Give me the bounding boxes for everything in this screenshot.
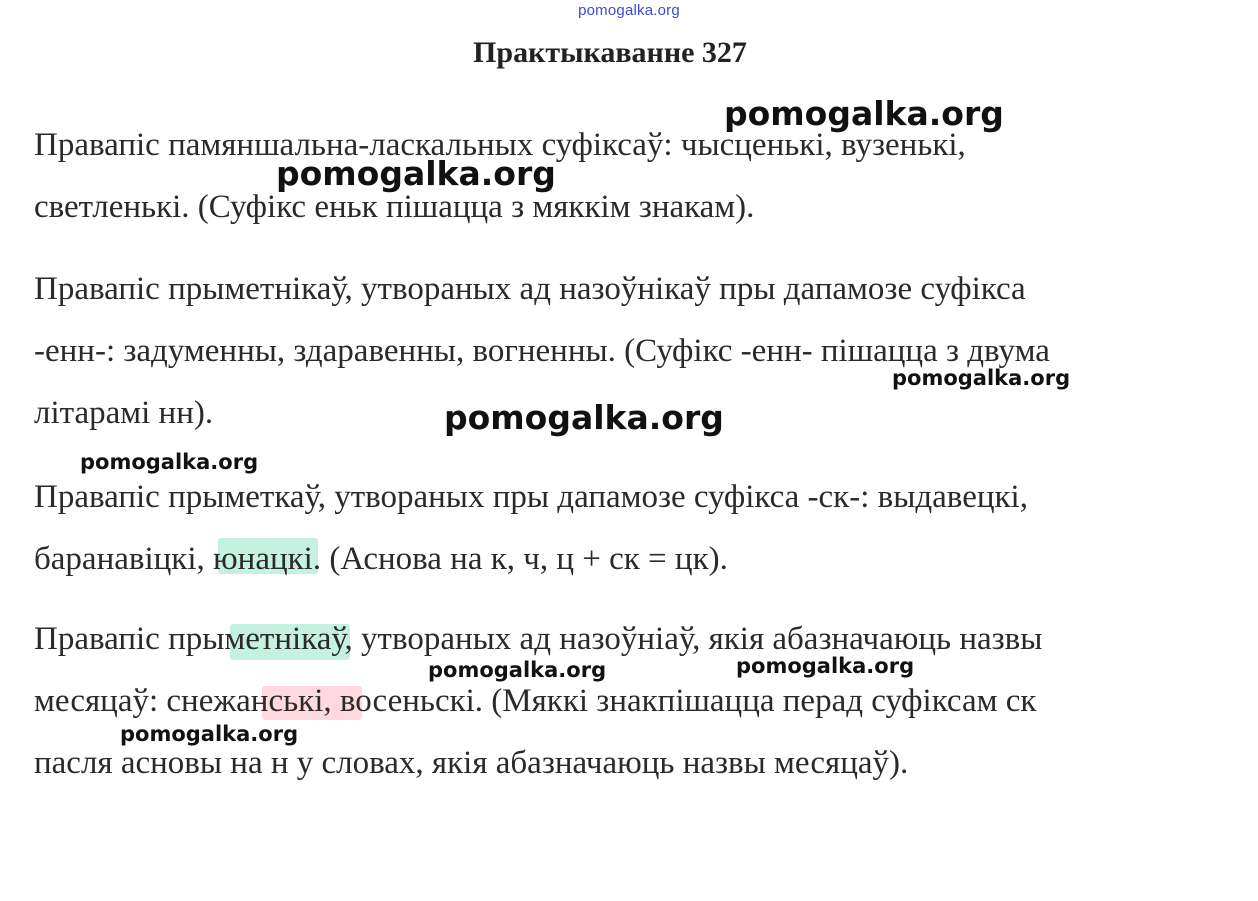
watermark: pomogalka.org: [120, 722, 299, 746]
watermark: pomogalka.org: [724, 94, 1004, 133]
paragraph-4: [34, 608, 1194, 794]
paragraph-1: [34, 114, 1194, 238]
paragraph-line: Правапіс прыметкаў, утвораных пры дапамозе суфікса -ск-: выдавецкі,: [34, 479, 1028, 515]
paragraph-line: пасля асновы на н у словах, якія абазначаюць назвы месяцаў).: [34, 745, 909, 781]
watermark: pomogalka.org: [276, 154, 556, 193]
watermark: pomogalka.org: [444, 398, 724, 437]
watermark: pomogalka.org: [736, 654, 915, 678]
site-link[interactable]: pomogalka.org: [578, 2, 680, 19]
paragraph-line: Правапіс прыметнікаў, утвораных ад назоўнікаў пры дапамозе суфікса: [34, 271, 1026, 307]
paragraph-line: месяцаў: снежанські, восеньскі. (Мяккі знакпішацца перад суфіксам ск: [34, 683, 1037, 719]
watermark: pomogalka.org: [80, 450, 259, 474]
page-title: Практыкаванне 327: [473, 36, 747, 69]
watermark: pomogalka.org: [892, 366, 1071, 390]
paragraph-line: Правапіс прыметнікаў, утвораных ад назоўніаў, якія абазначаюць назвы: [34, 621, 1043, 657]
paragraph-line: Правапіс памяншальна-ласкальных суфіксаў: чысценькі, вузенькі,: [34, 127, 966, 163]
paragraph-line: літарамі нн).: [34, 395, 214, 431]
paragraph-3: [34, 466, 1194, 590]
paragraph-line: светленькі. (Суфікс еньк пішацца з мяккім знакам).: [34, 189, 755, 225]
paragraph-line: баранавіцкі, юнацкі. (Аснова на к, ч, ц + ск = цк).: [34, 541, 728, 577]
watermark: pomogalka.org: [428, 658, 607, 682]
paragraph-line: -енн-: задуменны, здаравенны, вогненны. (Суфікс -енн- пішацца з двума: [34, 333, 1050, 369]
